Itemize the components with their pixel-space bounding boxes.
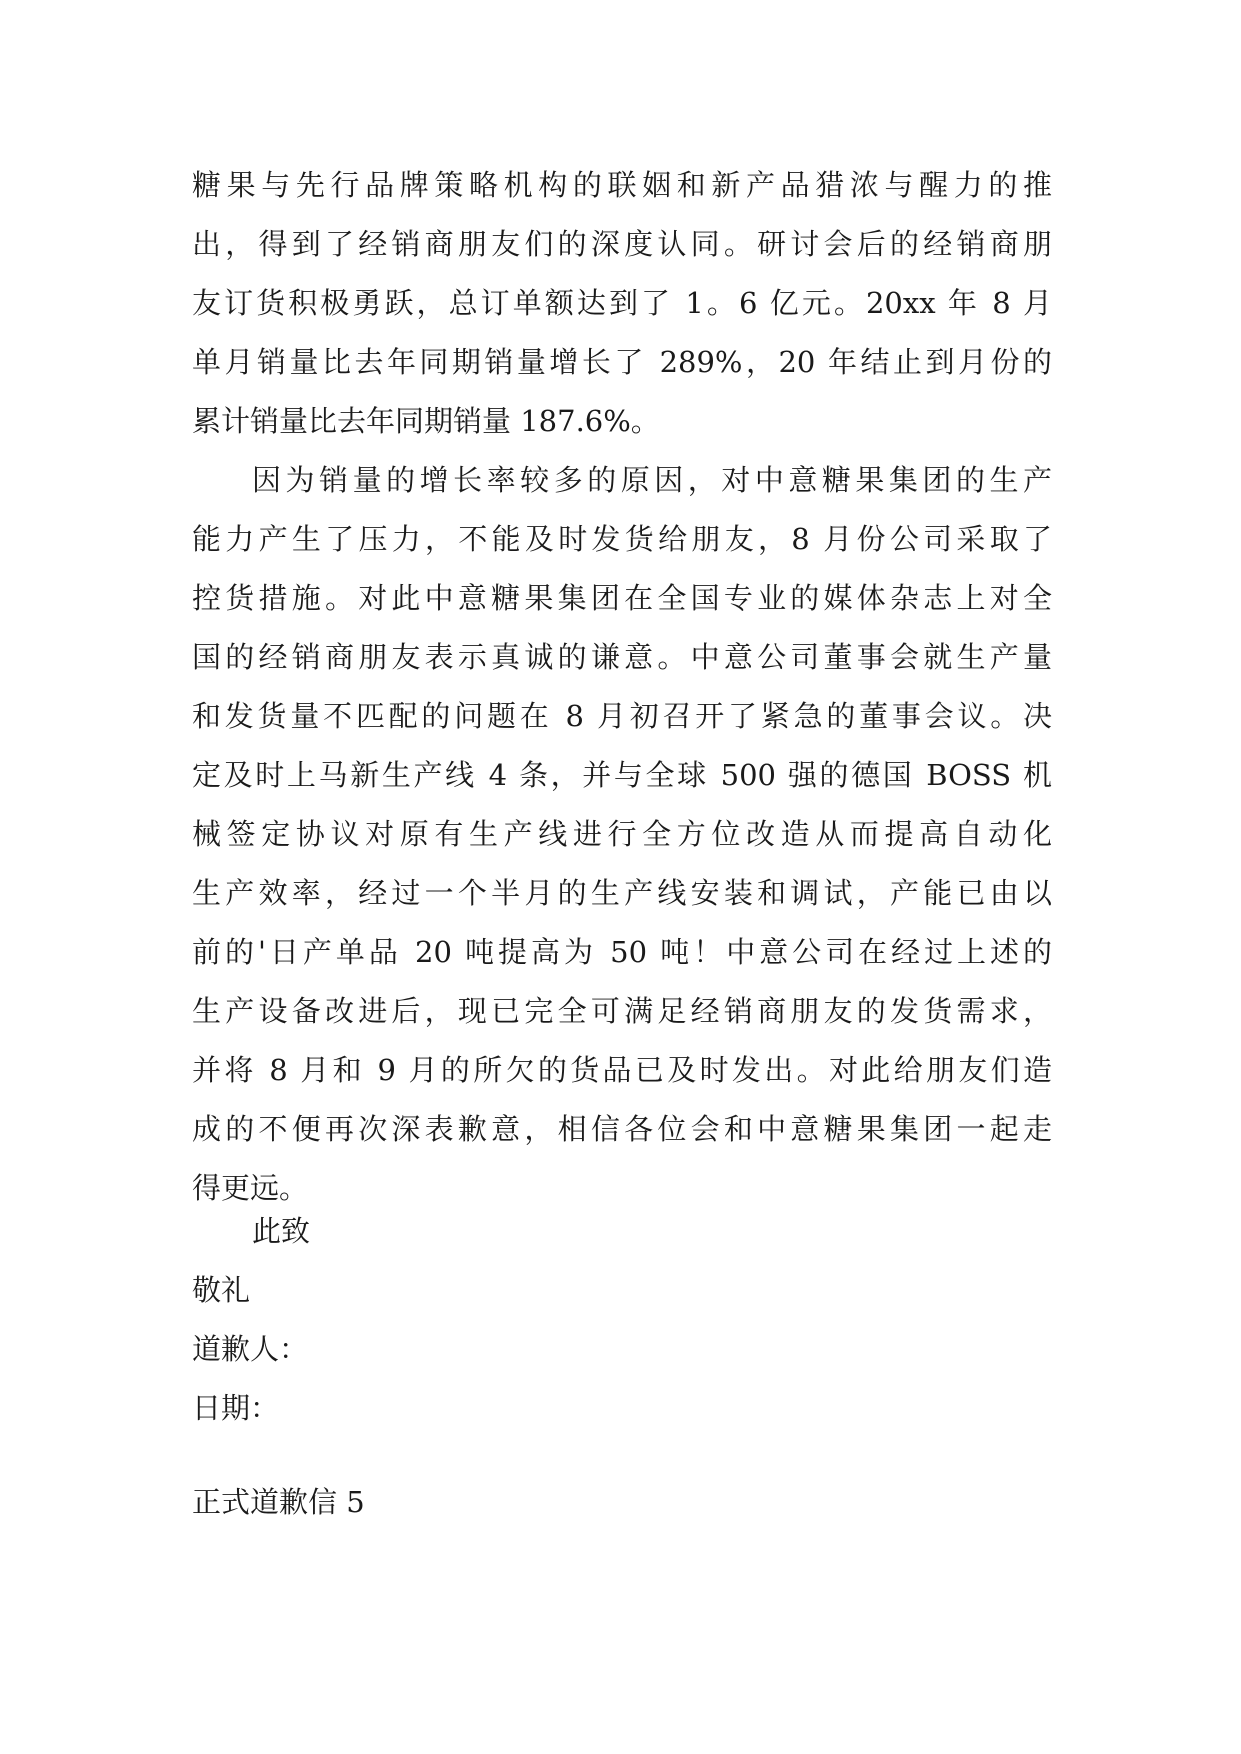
text-line: 友订货积极勇跃，总订单额达到了 1。6 亿元。20xx 年 8 月 (192, 286, 1052, 320)
text-line: 糖果与先行品牌策略机构的联姻和新产品猎浓与醒力的推 (192, 168, 1052, 202)
next-section-title (192, 1473, 1052, 1532)
text-line: 和发货量不匹配的问题在 8 月初召开了紧急的董事会议。决 (192, 699, 1052, 733)
text-line: 累计销量比去年同期销量 187.6%。 (192, 404, 660, 438)
text-line: 械签定协议对原有生产线进行全方位改造从而提高自动化 (192, 817, 1052, 851)
text-line: 因为销量的增长率较多的原因，对中意糖果集团的生产 (252, 463, 1052, 497)
paragraph-1 (192, 156, 1052, 451)
text-line: 控货措施。对此中意糖果集团在全国专业的媒体杂志上对全 (192, 581, 1052, 615)
text-line: 国的经销商朋友表示真诚的谦意。中意公司董事会就生产量 (192, 640, 1052, 674)
text-line: 单月销量比去年同期销量增长了 289%，20 年结止到月份的 (192, 345, 1052, 379)
text-line: 生产效率，经过一个半月的生产线安装和调试，产能已由以 (192, 876, 1052, 910)
text-line: 得更远。 (192, 1171, 309, 1205)
text-line: 能力产生了压力，不能及时发货给朋友，8 月份公司采取了 (192, 522, 1052, 556)
section-heading: 正式道歉信 5 (192, 1485, 365, 1519)
text-line: 出，得到了经销商朋友们的深度认同。研讨会后的经销商朋 (192, 227, 1052, 261)
salutation: 此致 (252, 1214, 311, 1248)
closing-block (192, 1202, 1052, 1438)
text-line: 定及时上马新生产线 4 条，并与全球 500 强的德国 BOSS 机 (192, 758, 1052, 792)
signer-label: 道歉人： (192, 1332, 309, 1366)
text-line: 成的不便再次深表歉意，相信各位会和中意糖果集团一起走 (192, 1112, 1052, 1146)
text-line: 生产设备改进后，现已完全可满足经销商朋友的发货需求， (192, 994, 1052, 1028)
text-line: 并将 8 月和 9 月的所欠的货品已及时发出。对此给朋友们造 (192, 1053, 1052, 1087)
regards: 敬礼 (192, 1273, 251, 1307)
text-line: 前的'日产单品 20 吨提高为 50 吨！中意公司在经过上述的 (192, 935, 1052, 969)
date-label: 日期： (192, 1391, 280, 1425)
paragraph-2 (192, 451, 1052, 1218)
